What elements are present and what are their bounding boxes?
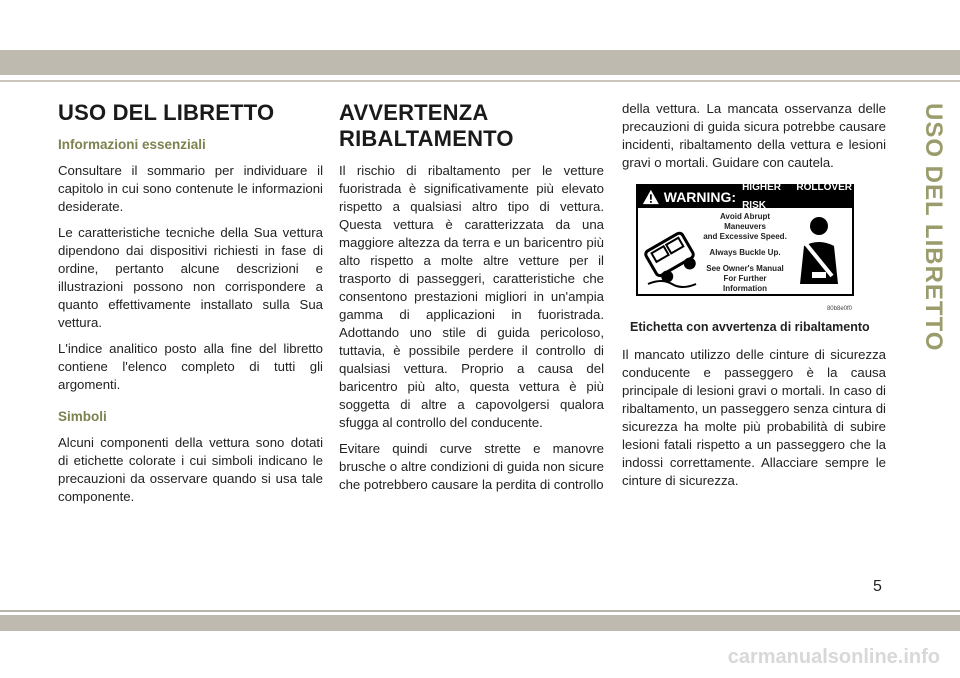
section-title: USO DEL LIBRETTO xyxy=(58,100,275,125)
side-section-title: USO DEL LIBRETTO xyxy=(920,103,947,352)
figure-caption: Etichetta con avvertenza di ribaltamento xyxy=(630,320,870,334)
label-warning-word: WARNING: xyxy=(663,189,737,205)
paragraph: Le caratteristiche tecniche della Sua vettura dipendono dai dispositivi richiesti in fase di ordine, pertanto alcune descrizioni e illustrazioni possono non corrispondere a quanto effettivamente installato sulla Sua vettura. xyxy=(58,225,323,330)
label-header xyxy=(638,182,852,211)
column-1 xyxy=(58,100,323,514)
section-title xyxy=(339,100,604,152)
column-3 xyxy=(622,100,886,498)
paragraph: Evitare quindi curve strette e manovre brusche o altre condizioni di guida non sicure che potrebbero causare la perdita di controllo xyxy=(339,441,604,492)
label-line: See Owner's Manual xyxy=(706,264,784,273)
label-line: For Further Information xyxy=(723,274,767,293)
header-rule xyxy=(0,80,960,82)
column-2 xyxy=(339,100,604,502)
seatbelt-person-icon xyxy=(788,212,850,292)
title-line: AVVERTENZA xyxy=(339,100,489,125)
paragraph: Alcuni componenti della vettura sono dotati di etichette colorate i cui simboli indicano le precauzioni da osservare quando si usa tale componente. xyxy=(58,435,323,504)
label-risk-text: HIGHER ROLLOVER RISK xyxy=(742,182,852,211)
label-line: and Excessive Speed. xyxy=(703,232,787,241)
title-line: RIBALTAMENTO xyxy=(339,126,514,151)
paragraph: L'indice analitico posto alla fine del libretto contiene l'elenco completo di tutti gli argomenti. xyxy=(58,341,323,392)
paragraph: della vettura. La mancata osservanza delle precauzioni di guida sicura potrebbe causare incidenti, ribaltamento della vettura e lesioni gravi o mortali. Guidare con cautela. xyxy=(622,101,886,170)
header-band xyxy=(0,50,960,75)
page-number: 5 xyxy=(873,578,882,595)
paragraph: Il mancato utilizzo delle cinture di sicurezza conducente e passeggero è la causa principale di lesioni gravi o mortali. In caso di ribaltamento, un passeggero senza cintura di sicurezza ha molte più probabilità di subire lesioni fatali rispetto a un passeggero che la indossi correttamente. Allacciare sempre le cinture di sicurezza. xyxy=(622,347,886,488)
label-code: 80b8e0f0 xyxy=(826,306,852,312)
subheading-symbols: Simboli xyxy=(58,409,107,424)
label-line: Always Buckle Up. xyxy=(709,248,781,257)
paragraph: Il rischio di ribaltamento per le vetture fuoristrada è significativamente più elevato rispetto a qualsiasi altro tipo di vettura. Questa vettura è caratterizzata da una maggiore altezza da terra e un baricentro più alto rispetto a molte altre vetture per il trasporto di passeggeri, caratteristiche che consentono prestazioni migliori in un'ampia gamma di applicazioni in fuoristrada. Adottando uno stile di guida pericoloso, tuttavia, è possibile perdere il controllo di qualsiasi vettura. Proprio a causa del baricentro più alto, questa vettura è più soggetta di altre a capovolgersi qualora sfugga al controllo del conducente. xyxy=(339,163,604,430)
label-instructions xyxy=(702,212,788,300)
footer-rule xyxy=(0,610,960,612)
rollover-vehicle-icon xyxy=(642,212,700,292)
label-line: Avoid Abrupt Maneuvers xyxy=(719,212,771,231)
watermark: carmanualsonline.info xyxy=(727,646,940,668)
paragraph: Consultare il sommario per individuare il capitolo in cui sono contenute le informazioni desiderate. xyxy=(58,163,323,214)
subheading-info: Informazioni essenziali xyxy=(58,137,206,152)
warning-triangle-icon xyxy=(642,188,660,206)
footer-band xyxy=(0,615,960,631)
rollover-warning-label xyxy=(636,184,854,296)
